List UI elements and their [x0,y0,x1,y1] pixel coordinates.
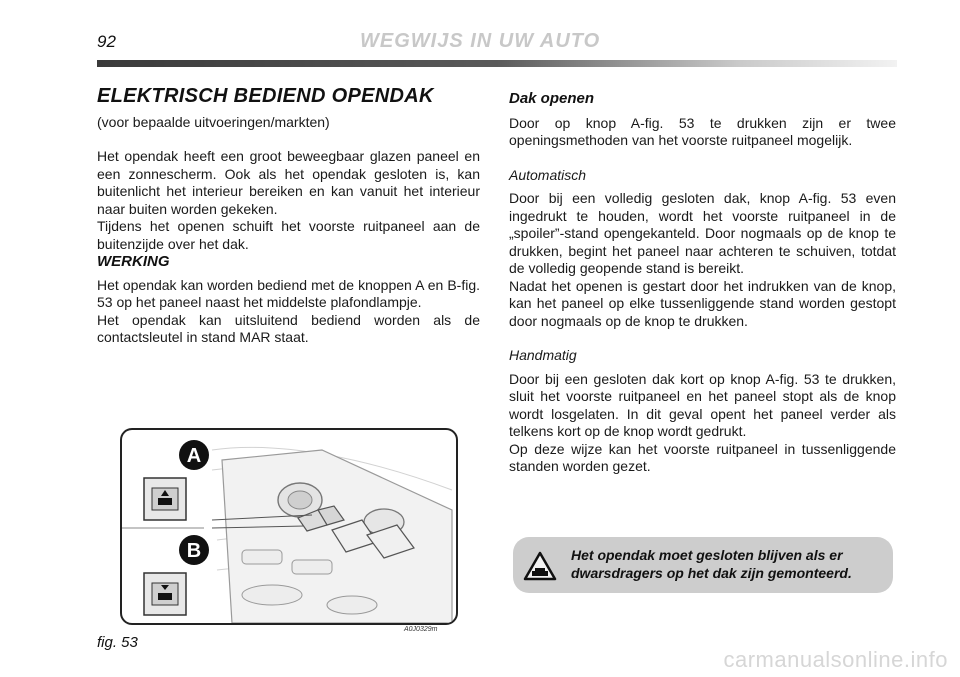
label-b: B [186,540,202,562]
automatisch-paragraph-1: Door bij een volledig gesloten dak, knop A-fig. 53 even ingedrukt te houden, wordt het voorste ruitpaneel in de „spoiler”-stand opengekanteld. Door nogmaals op de knop te drukken, begint het paneel naar achteren te schuiven, totdat de volledig geopende stand is bereikt. [509,190,896,276]
right-column [509,90,896,476]
werking-paragraph-2: Het opendak kan uitsluitend bediend worden als de contactsleutel in stand MAR staat. [97,311,480,345]
handmatig-paragraph-2: Op deze wijze kan het voorste ruitpaneel in tussenliggende standen worden gezet. [509,440,896,474]
automatisch-paragraph-2: Nadat het openen is gestart door het indrukken van de knop, kan het paneel op elke tussenliggende stand worden gestopt door nogmaals op de knop te drukken. [509,277,896,329]
roof-open-icon [158,498,172,505]
section-subtitle: (voor bepaalde uitvoeringen/markten) [97,113,330,130]
watermark: carmanualsonline.info [723,647,948,672]
section-title: ELEKTRISCH BEDIEND OPENDAK [97,85,434,107]
intro-paragraph-2: Tijdens het openen schuift het voorste ruitpaneel aan de buitenzijde over het dak. [97,218,480,252]
page-number: 92 [97,32,116,51]
intro-paragraph: Het opendak heeft een groot beweegbaar glazen paneel en een zonnescherm. Ook als het opendak gesloten is, kan buitenlicht het interieur bereiken en kan vanuit het interieur naar buiten worden gekeken. [97,148,480,217]
warning-triangle-icon [523,551,557,586]
warning-box [513,537,893,593]
figure-caption: fig. 53 [97,634,138,651]
dak-openen-heading: Dak openen [509,90,595,107]
header-rule [97,60,897,67]
handmatig-paragraph-1: Door bij een gesloten dak kort op knop A-fig. 53 te drukken, sluit het voorste ruitpaneel en het paneel stopt als de knop wordt losgelaten. In dit geval opent het paneel verder als telkens kort op de knop wordt gedrukt. [509,370,896,439]
warning-text: Het opendak moet gesloten blijven als er dwarsdragers op het dak zijn gemonteerd. [571,547,852,581]
left-column [97,85,480,347]
figure-code: A0J0329m [404,626,438,633]
werking-heading: WERKING [97,253,170,270]
automatisch-heading: Automatisch [509,166,587,183]
roof-close-icon [158,593,172,600]
running-header: WEGWIJS IN UW AUTO [360,30,601,52]
dak-openen-paragraph: Door op knop A-fig. 53 te drukken zijn er twee openingsmethoden van het voorste ruitpaneel mogelijk. [509,114,896,148]
label-a: A [186,445,202,467]
werking-paragraph-1: Het opendak kan worden bediend met de knoppen A en B-fig. 53 op het paneel naast het middelste plafondlampje. [97,276,480,310]
roof-switch-illustration [120,428,458,625]
handmatig-heading: Handmatig [509,347,577,363]
